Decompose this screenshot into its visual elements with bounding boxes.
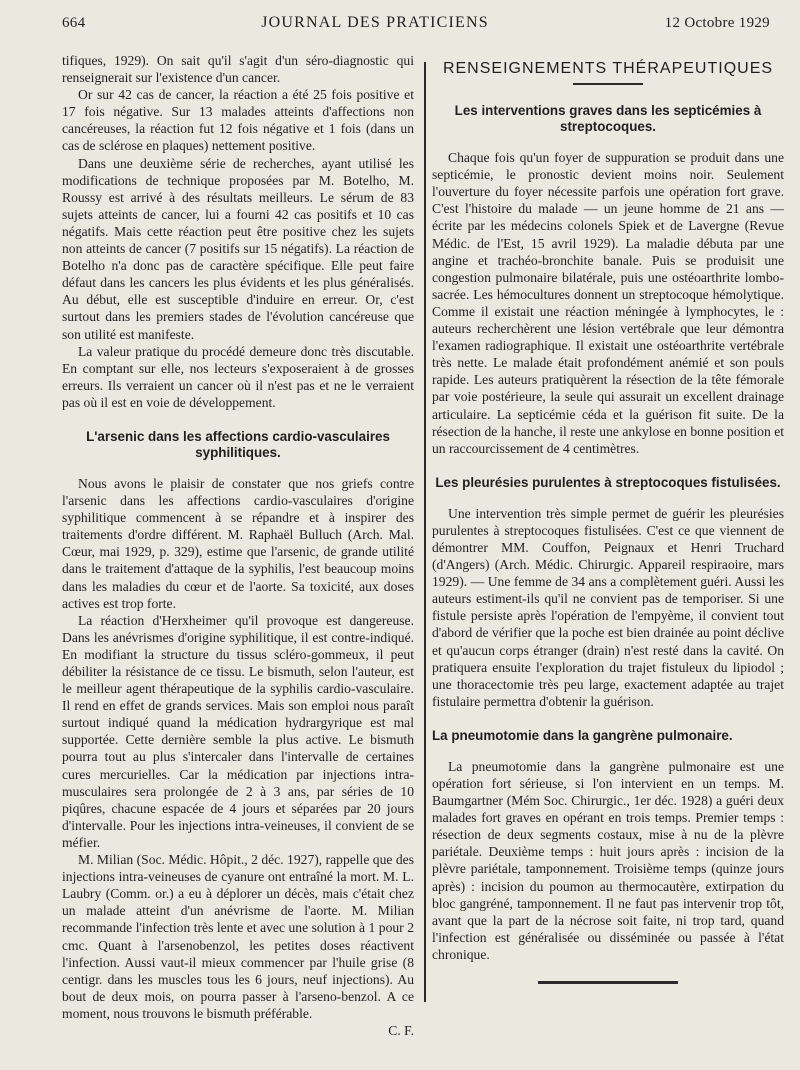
paragraph: La pneumotomie dans la gangrène pulmonaire est une opération fort sérieuse, si l'on intervient en un temps. M. Baumgartner (Mém Soc. Chirurgic., 1er déc. 1928) a guéri deux malades fort graves en opérant en trois temps. Premier temps : résection de deux segments costaux, mise à nu de la plèvre pariétale. Deuxième temps : huit jours après : incision de la plèvre pariétale, tamponnement. Troisième temps (quinze jours après) : incision du poumon au thermocautère, extirpation du bloc gangréné, tamponnement. Il ne faut pas intervenir trop tôt, avant que la part de la nécrose soit faite, ni trop tard, quand l'infection est généralisée ou disséminée ou passée à l'état chronique. bbox=[432, 758, 784, 962]
section-title: RENSEIGNEMENTS THÉRAPEUTIQUES bbox=[442, 60, 774, 77]
paragraph: M. Milian (Soc. Médic. Hôpit., 2 déc. 1927), rappelle que des injections intra-veineuses de cyanure ont entraîné la mort. M. L. Laubry (Comm. or.) a eu à déplorer un décès, mais c'était chez un malade atteint d'un anévrisme de l'aorte. M. Milian recommande l'infection très lente et avec une solution à 1 pour 2 cmc. Quant à l'arsenobenzol, les petites doses réactivent l'infection. Aussi vaut-il mieux commencer par l'huile grise (8 centigr. dans les muscles tous les 6 jours, neuf injections). Au bout de deux mois, on pourra passer à l'arseno-benzol. A ce moment, nous trouvons le bismuth préférable. bbox=[62, 852, 414, 1021]
page-number: 664 bbox=[62, 15, 86, 31]
article-heading-septicemies: Les interventions graves dans les septicémies à streptocoques. bbox=[454, 103, 762, 135]
two-column-body bbox=[62, 52, 784, 1052]
left-column bbox=[62, 52, 414, 1052]
paragraph: tifiques, 1929). On sait qu'il s'agit d'un séro-diagnostic qui renseignerait sur l'existence d'un cancer. bbox=[62, 53, 414, 86]
running-head bbox=[62, 14, 770, 38]
paragraph: La valeur pratique du procédé demeure donc très discutable. En comptant sur elle, nos lecteurs s'exposeraient à de grosses erreurs. Ils verraient un cancer où il n'est pas et ne le verraient pas où il est en voie de développement. bbox=[62, 343, 414, 410]
paragraph: Or sur 42 cas de cancer, la réaction a été 25 fois positive et 17 fois négative. Sur 13 malades atteints d'affections non cancéreuses, la réaction fut 12 fois négative et 1 fois (dans un cas de sclérose en plaques) nettement positive. bbox=[62, 87, 414, 154]
paragraph: La réaction d'Herxheimer qu'il provoque est dangereuse. Dans les anévrismes d'origine syphilitique, il est contre-indiqué. En modifiant la structure du tissus scléro-gommeux, il peut débiliter la résistance de ce tissu. Le bismuth, selon l'auteur, est le meilleur agent thérapeutique de la syphilis cardio-vasculaire. Il rend en effet de grands services. Mais son emploi nous paraît surtout indiqué quand la médication hydrargyrique est mal supportée. Cette dernière semble la plus active. Le bismuth pourra tout au plus s'intercaler dans l'intervalle de certaines cures mercurielles. Car la médication par injections intra-musculaires sera prolongée de 2 à 3 ans, par séries de 10 piqûres, chacune espacée de 4 jours et séparées par 20 jours d'intervalle. Pour les injections intra-veineuses, il convient de se méfier. bbox=[62, 612, 414, 850]
paragraph: Chaque fois qu'un foyer de suppuration se produit dans une septicémie, le pronostic devient moins noir. Seulement l'ouverture du foyer nécessite parfois une opération fort grave. C'est l'histoire du malade — un jeune homme de 21 ans — écrite par les médecins colonels Spiek et de Lavergne (Revue Médic. de l'Est, 15 avril 1929). La maladie débuta par une angine et trachéo-bronchite banale. Puis se produisit une congestion pulmonaire bilatérale, puis une ostéoarthrite lombo-sacrée. Les hémocultures donnent un streptocoque hémolytique. Comme il existait une réaction méningée à lymphocytes, le : auteurs recherchèrent une lésion vertébrale que leur démontra l'examen radiographique. Il existait une ostéoarthrite vertébrale très nette. Le malade était profondément anémié et son pouls rapide. Les auteurs pratiquèrent la résection de la tête fémorale par voie postérieure, la seule qui assurait un excellent drainage articulaire. La septicémie céda et la guérison fit suite. De la résection de la hanche, il reste une ankylose en bonne position et un raccourcissement de 4 centimètres. bbox=[432, 150, 784, 456]
article-heading-arsenic: L'arsenic dans les affections cardio-vasculaires syphilitiques. bbox=[86, 428, 390, 460]
article-heading-pneumotomie: La pneumotomie dans la gangrène pulmonaire. bbox=[432, 727, 733, 743]
issue-date: 12 Octobre 1929 bbox=[664, 15, 770, 31]
signature: C. F. bbox=[388, 1022, 414, 1038]
paragraph: Dans une deuxième série de recherches, ayant utilisé les modifications de technique proposées par M. Botelho, M. Roussy est arrivé à des résultats meilleurs. Le sérum de 83 sujets atteints de cancer, lui a fourni 42 cas positifs et 10 cas négatifs. Mais cette réaction peut être positive chez les sujets non atteints de cancer (7 positifs sur 15 négatifs). La réaction de Botelho n'a donc pas de caractère spécifique. Elle peut faire défaut dans les cancers les plus évidents et les plus généralisés. Au début, elle est susceptible d'induire en erreur. Or, c'est surtout dans les premiers stades de l'évolution cancéreuse que son utilité est manifeste. bbox=[62, 155, 414, 342]
article-heading-pleuresies: Les pleurésies purulentes à streptocoques fistulisées. bbox=[435, 474, 781, 490]
paragraph: Une intervention très simple permet de guérir les pleurésies purulentes à streptocoques fistulisées. C'est ce que viennent de démontrer MM. Couffon, Peignaux et Henri Truchard (d'Angers) (Arch. Médic. Chirurgic. Appareil respiraoire, mars 1929). — Une femme de 34 ans a complètement guéri. Aussi les auteurs estiment-ils qu'il ne convient pas de temporiser. Si une fistule persiste après l'opération de l'empyème, il convient tout d'abord de vérifier que la poche est bien drainée au point déclive et qu'aucun corps étranger (drain) n'est resté dans la cavité. On pratiquera ensuite l'exploration du trajet fistuleux du lipiodol ; une thoracectomie très peu large, exactement adaptée au trajet fistulaire permettra d'obtenir la guérison. bbox=[432, 505, 784, 709]
end-rule bbox=[538, 981, 678, 984]
paragraph: Nous avons le plaisir de constater que nos griefs contre l'arsenic dans les affections cardio-vasculaires d'origine syphilitique commencent à se répandre et à inspirer des traitements d'ordre différent. M. Raphaël Bulluch (Arch. Mal. Cœur, mai 1929, p. 329), estime que l'arsenic, de grande utilité dans le traitement d'attaque de la syphilis, l'est beaucoup moins dans les maladies du cœur et de l'aorte. Sa toxicité, aux doses actives est trop forte. bbox=[62, 475, 414, 611]
section-rule bbox=[573, 83, 643, 85]
journal-title: JOURNAL DES PRATICIENS bbox=[261, 14, 489, 31]
column-divider bbox=[424, 62, 426, 1002]
right-column bbox=[432, 52, 784, 1052]
